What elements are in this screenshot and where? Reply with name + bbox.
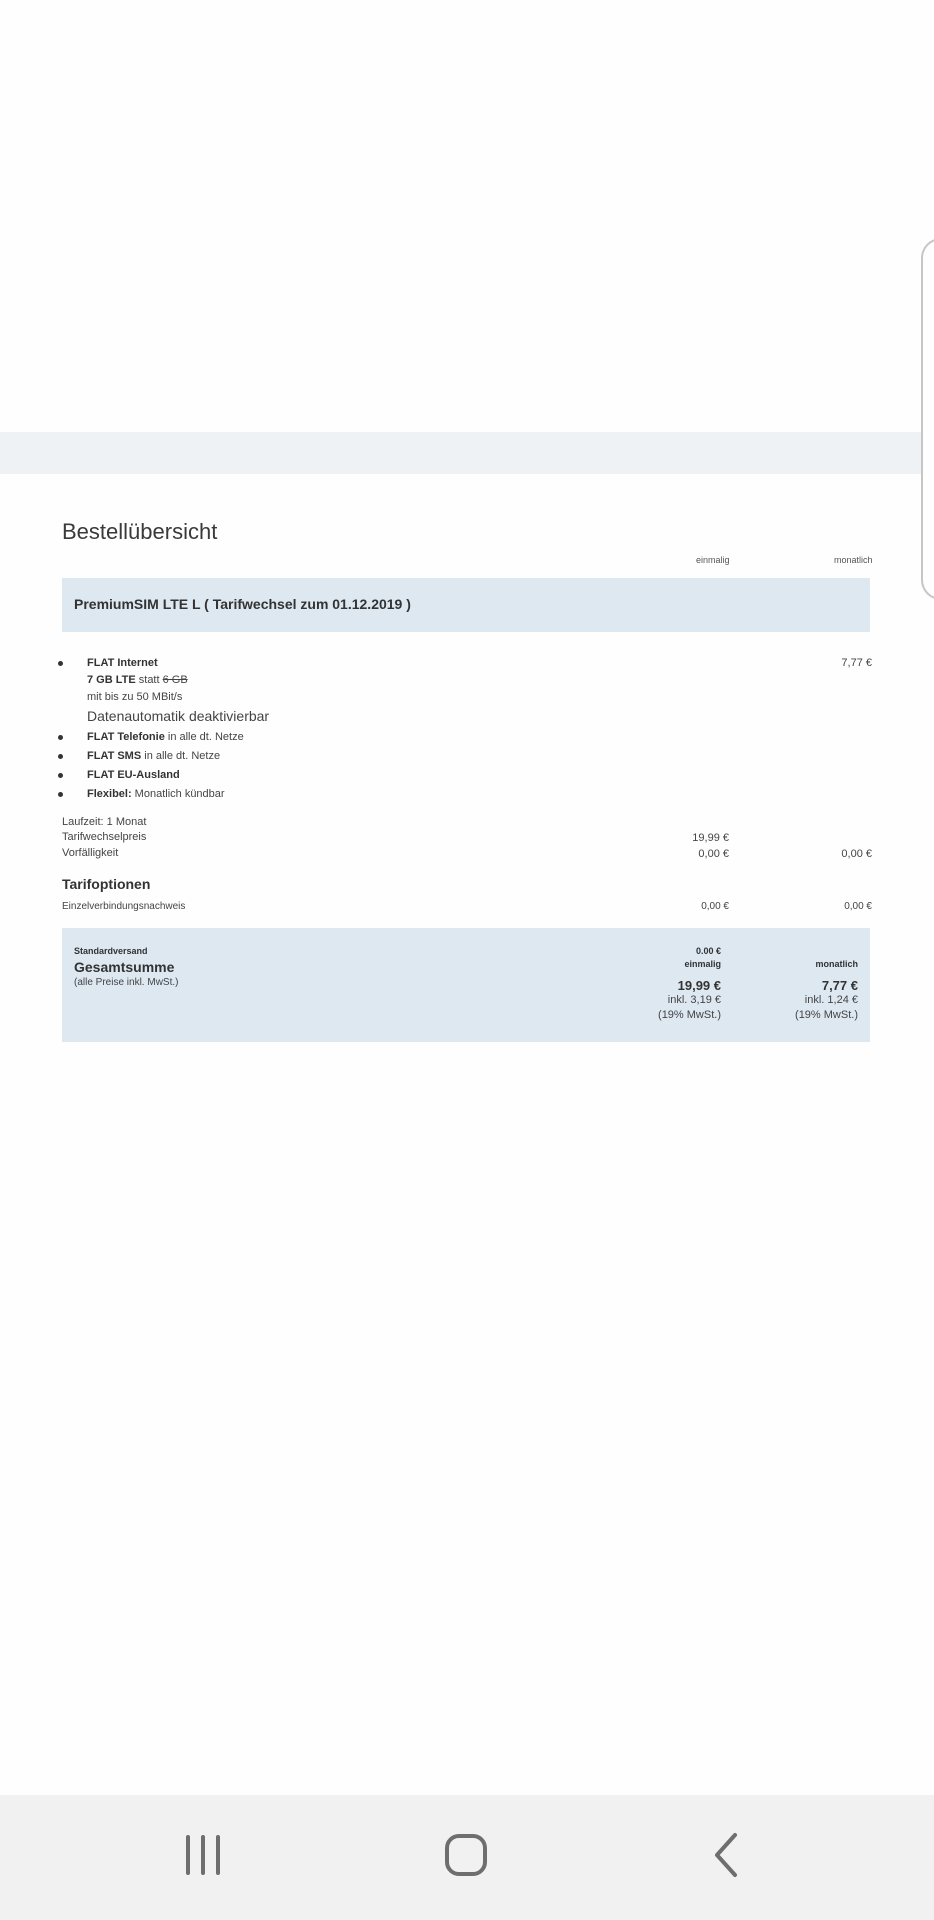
feature-flexibel: Flexibel: Monatlich kündbar: [87, 788, 225, 800]
internet-monthly-price: 7,77 €: [841, 657, 872, 669]
feature-data-volume: 7 GB LTE statt 6 GB: [87, 674, 188, 686]
tax-once: inkl. 3,19 €: [667, 994, 721, 1006]
feature-eu: FLAT EU-Ausland: [87, 769, 180, 781]
edge-panel-handle[interactable]: [921, 238, 934, 600]
vorfaelligkeit-monthly: 0,00 €: [841, 848, 872, 860]
vat-monthly: (19% MwSt.): [795, 1009, 858, 1021]
recent-apps-button[interactable]: [158, 1825, 248, 1885]
evn-monthly: 0,00 €: [844, 901, 872, 912]
bullet-icon: [58, 773, 63, 778]
tax-monthly: inkl. 1,24 €: [804, 994, 858, 1006]
tariff-name: PremiumSIM LTE L ( Tarifwechsel zum 01.12.2019 ): [74, 596, 411, 612]
bullet-icon: [58, 661, 63, 666]
column-header-monthly: monatlich: [834, 555, 873, 565]
bullet-icon: [58, 754, 63, 759]
system-navigation-bar: [0, 1795, 934, 1920]
bullet-icon: [58, 735, 63, 740]
total-label: Gesamtsumme: [74, 959, 175, 975]
back-button[interactable]: [682, 1825, 772, 1885]
evn-label: Einzelverbindungsnachweis: [62, 901, 186, 912]
total-once: 19,99 €: [677, 978, 721, 993]
page-title: Bestellübersicht: [62, 519, 218, 544]
tarifoptionen-heading: Tarifoptionen: [62, 876, 151, 892]
vorfaelligkeit-once: 0,00 €: [698, 848, 729, 860]
feature-datenautomatik: Datenautomatik deaktivierbar: [87, 708, 270, 724]
home-button[interactable]: [421, 1825, 511, 1885]
feature-sms: FLAT SMS in alle dt. Netze: [87, 750, 221, 762]
vorfaelligkeit-label: Vorfälligkeit: [62, 847, 119, 859]
total-once-label: einmalig: [684, 959, 721, 969]
bullet-icon: [58, 792, 63, 797]
shipping-label: Standardversand: [74, 946, 148, 956]
evn-once: 0,00 €: [701, 901, 729, 912]
feature-telefonie: FLAT Telefonie in alle dt. Netze: [87, 731, 244, 743]
tariff-header: [62, 578, 870, 632]
total-monthly: 7,77 €: [821, 978, 858, 993]
tarifwechselpreis-once: 19,99 €: [692, 832, 729, 844]
total-monthly-label: monatlich: [815, 959, 858, 969]
page-divider-band: [0, 432, 934, 474]
back-icon: [707, 1831, 747, 1879]
shipping-price: 0.00 €: [695, 946, 721, 956]
column-header-once: einmalig: [696, 555, 730, 565]
price-note: (alle Preise inkl. MwSt.): [74, 977, 179, 988]
laufzeit-text: Laufzeit: 1 Monat: [62, 816, 147, 828]
feature-internet: FLAT Internet: [87, 657, 158, 669]
feature-speed: mit bis zu 50 MBit/s: [87, 691, 183, 703]
total-summary-box: [62, 928, 870, 1042]
tarifwechselpreis-label: Tarifwechselpreis: [62, 831, 147, 843]
home-icon: [442, 1831, 490, 1879]
vat-once: (19% MwSt.): [658, 1009, 721, 1021]
recent-apps-icon: [181, 1833, 225, 1877]
